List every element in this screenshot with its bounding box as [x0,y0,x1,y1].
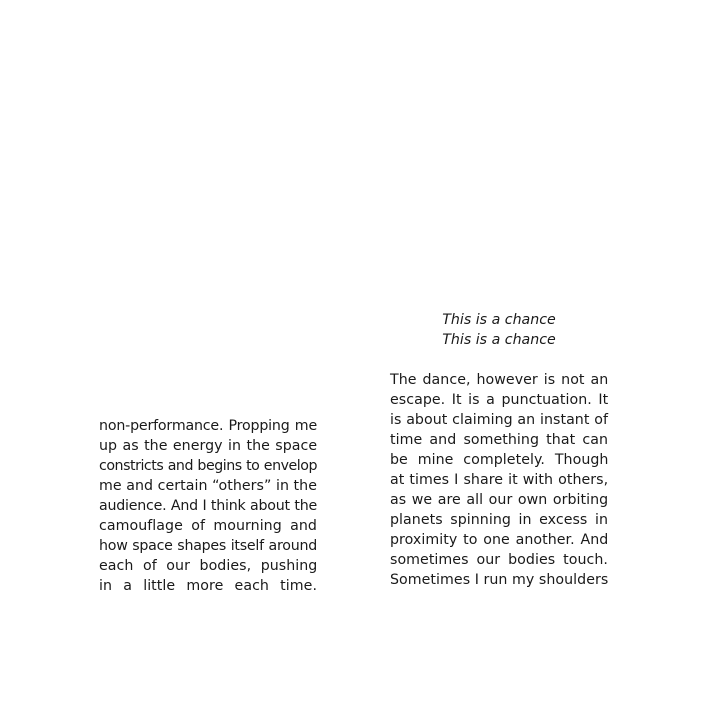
text-line: Sometimes I run my shoulders [390,572,609,588]
text-line: non-performance. Propping me [99,418,317,434]
text-line: how space shapes itself around [99,538,317,554]
epigraph [390,310,608,350]
text-line: The dance, however is not an [390,372,609,388]
text-line: audience. And I think about the [99,498,317,514]
left-page-text [99,416,317,596]
text-line: each of our bodies, pushing [99,558,318,574]
epigraph-line: This is a chance [442,312,556,328]
text-line: be mine completely. Though [390,452,609,468]
text-line: escape. It is a punctuation. It [390,392,609,408]
text-line: time and something that can [390,432,608,448]
text-line: me and certain “others” in the [99,478,317,494]
text-line: proximity to one another. And [390,532,609,548]
right-page-text [390,370,608,590]
text-line: up as the energy in the space [99,438,318,454]
text-line: sometimes our bodies touch. [390,552,608,568]
text-line: camouflage of mourning and [99,518,317,534]
text-line: as we are all our own orbiting [390,492,609,508]
epigraph-line: This is a chance [442,332,556,348]
text-line: at times I share it with others, [390,472,609,488]
text-line: planets spinning in excess in [390,512,608,528]
text-line: in a little more each time. [99,578,317,594]
text-line: is about claiming an instant of [390,412,609,428]
text-line: constricts and begins to envelop [99,458,317,474]
